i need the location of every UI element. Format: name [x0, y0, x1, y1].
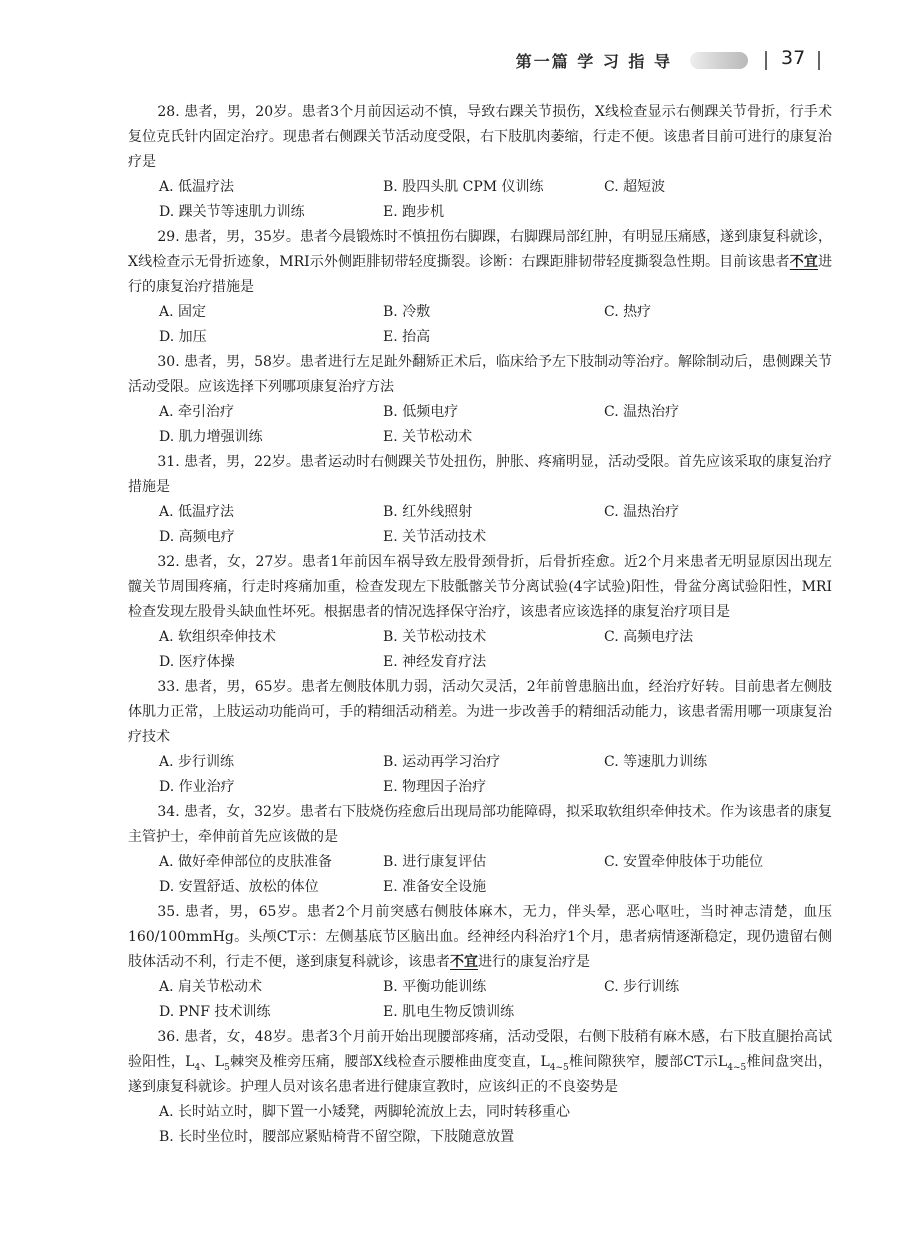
- option-e[interactable]: E. 准备安全设施: [383, 879, 487, 895]
- option-e[interactable]: E. 肌电生物反馈训练: [383, 1004, 515, 1020]
- option-a[interactable]: A. 做好牵伸部位的皮肤准备: [159, 854, 333, 870]
- option-row: [128, 875, 832, 900]
- option-b[interactable]: B. 低频电疗: [383, 404, 459, 420]
- option-b[interactable]: B. 长时坐位时，腰部应紧贴椅背不留空隙，下肢随意放置: [159, 1129, 515, 1145]
- option-a[interactable]: A. 步行训练: [159, 754, 235, 770]
- option-a[interactable]: A. 牵引治疗: [159, 404, 235, 420]
- option-d[interactable]: D. PNF 技术训练: [159, 1004, 271, 1020]
- option-a[interactable]: A. 软组织牵伸技术: [159, 629, 277, 645]
- option-c[interactable]: C. 温热治疗: [604, 404, 680, 420]
- option-e[interactable]: E. 关节松动术: [383, 429, 473, 445]
- option-row: [128, 300, 832, 325]
- option-row: [128, 650, 832, 675]
- option-row: [128, 850, 832, 875]
- question-32: 32. 患者，女，27岁。患者1年前因车祸导致左股骨颈骨折，后骨折痊愈。近2个月来患者无明显原因出现左髋关节周围疼痛，行走时疼痛加重，检查发现左下肢骶髂关节分离试验(4字试验)阳性，骨盆分离试验阳性，MRI检查发现左股骨头缺血性坏死。根据患者的情况选择保守治疗，该患者应该选择的康复治疗项目是: [128, 554, 832, 620]
- option-c[interactable]: C. 超短波: [604, 179, 666, 195]
- decorative-bar: [690, 52, 748, 69]
- question-34: 34. 患者，女，32岁。患者右下肢烧伤痊愈后出现局部功能障碍，拟采取软组织牵伸技术。作为该患者的康复主管护士，牵伸前首先应该做的是: [128, 804, 832, 845]
- page-header: [0, 44, 900, 78]
- option-b[interactable]: B. 冷敷: [383, 304, 431, 320]
- option-b[interactable]: B. 平衡功能训练: [383, 979, 487, 995]
- question-35: 35. 患者，男，65岁。患者2个月前突感右侧肢体麻木，无力，伴头晕，恶心呕吐，当时神志清楚，血压160/100mmHg。头颅CT示：左侧基底节区脑出血。经神经内科治疗1个月，患者病情逐渐稳定，现仍遗留右侧肢体活动不利，行走不便，遂到康复科就诊，该患者不宜进行的康复治疗是: [128, 904, 832, 970]
- option-b[interactable]: B. 关节松动技术: [383, 629, 487, 645]
- option-row: [128, 625, 832, 650]
- question-33: 33. 患者，男，65岁。患者左侧肢体肌力弱，活动欠灵活，2年前曾患脑出血，经治疗好转。目前患者左侧肢体肌力正常，上肢运动功能尚可，手的精细活动稍差。为进一步改善手的精细活动能力，该患者需用哪一项康复治疗技术: [128, 679, 832, 745]
- question-31: 31. 患者，男，22岁。患者运动时右侧踝关节处扭伤，肿胀、疼痛明显，活动受限。首先应该采取的康复治疗措施是: [128, 454, 832, 495]
- question-29: 29. 患者，男，35岁。患者今晨锻炼时不慎扭伤右脚踝，右脚踝局部红肿，有明显压痛感，遂到康复科就诊，X线检查示无骨折迹象，MRI示外侧距腓韧带轻度撕裂。诊断：右踝距腓韧带轻度撕裂急性期。目前该患者不宜进行的康复治疗措施是: [128, 229, 832, 295]
- question-36: 36. 患者，女，48岁。患者3个月前开始出现腰部疼痛，活动受限，右侧下肢稍有麻木感，右下肢直腿抬高试验阳性，$L_4$、$L_5$棘突及椎旁压痛，腰部X线检查示腰椎曲度变直，$L_{4\sim 5}$椎间隙狭窄，腰部CT示$L_{4\sim 5}$椎间盘突出，遂到康复科就诊。护理人员对该名患者进行健康宣教时，应该纠正的不良姿势是: [128, 1029, 833, 1095]
- option-c[interactable]: C. 安置牵伸肢体于功能位: [604, 854, 764, 870]
- option-row: [128, 425, 832, 450]
- option-row: [128, 325, 832, 350]
- option-c[interactable]: C. 步行训练: [604, 979, 680, 995]
- option-a[interactable]: A. 肩关节松动术: [159, 979, 263, 995]
- option-e[interactable]: E. 抬高: [383, 329, 431, 345]
- section-title: 第一篇 学 习 指 导: [515, 52, 672, 71]
- question-30: 30. 患者，男，58岁。患者进行左足趾外翻矫正术后，临床给予左下肢制动等治疗。解除制动后，患侧踝关节活动受限。应该选择下列哪项康复治疗方法: [128, 354, 832, 395]
- option-row: [128, 400, 832, 425]
- option-row: [128, 775, 832, 800]
- option-d[interactable]: D. 加压: [159, 329, 207, 345]
- option-a[interactable]: A. 长时站立时，脚下置一小矮凳，两脚轮流放上去，同时转移重心: [159, 1104, 571, 1120]
- emphasis-not: 不宜: [450, 954, 478, 970]
- option-row: [128, 975, 832, 1000]
- option-c[interactable]: C. 热疗: [604, 304, 652, 320]
- option-c[interactable]: C. 高频电疗法: [604, 629, 694, 645]
- option-d[interactable]: D. 肌力增强训练: [159, 429, 263, 445]
- option-a[interactable]: A. 低温疗法: [159, 504, 235, 520]
- option-b[interactable]: B. 股四头肌 CPM 仪训练: [383, 179, 544, 195]
- option-row: [128, 1000, 832, 1025]
- divider: [765, 51, 767, 70]
- option-row: [128, 200, 832, 225]
- option-d[interactable]: D. 医疗体操: [159, 654, 235, 670]
- option-e[interactable]: E. 神经发育疗法: [383, 654, 487, 670]
- option-row: [128, 175, 832, 200]
- question-list: [128, 100, 832, 1150]
- option-c[interactable]: C. 等速肌力训练: [604, 754, 708, 770]
- option-d[interactable]: D. 安置舒适、放松的体位: [159, 879, 319, 895]
- option-a[interactable]: A. 低温疗法: [159, 179, 235, 195]
- option-row: [128, 750, 832, 775]
- option-b[interactable]: B. 运动再学习治疗: [383, 754, 501, 770]
- option-a[interactable]: A. 固定: [159, 304, 207, 320]
- option-e[interactable]: E. 跑步机: [383, 204, 445, 220]
- option-row: [128, 525, 832, 550]
- option-row: [128, 500, 832, 525]
- option-e[interactable]: E. 关节活动技术: [383, 529, 487, 545]
- option-d[interactable]: D. 踝关节等速肌力训练: [159, 204, 305, 220]
- option-b[interactable]: B. 进行康复评估: [383, 854, 487, 870]
- page-number: 37: [781, 47, 806, 69]
- option-d[interactable]: D. 作业治疗: [159, 779, 235, 795]
- option-c[interactable]: C. 温热治疗: [604, 504, 680, 520]
- divider: [818, 51, 820, 70]
- emphasis-not: 不宜: [789, 254, 818, 270]
- question-28: 28. 患者，男，20岁。患者3个月前因运动不慎，导致右踝关节损伤，X线检查显示右侧踝关节骨折，行手术复位克氏针内固定治疗。现患者右侧踝关节活动度受限，右下肢肌肉萎缩，行走不便。该患者目前可进行的康复治疗是: [128, 104, 832, 170]
- option-d[interactable]: D. 高频电疗: [159, 529, 235, 545]
- option-b[interactable]: B. 红外线照射: [383, 504, 473, 520]
- option-e[interactable]: E. 物理因子治疗: [383, 779, 487, 795]
